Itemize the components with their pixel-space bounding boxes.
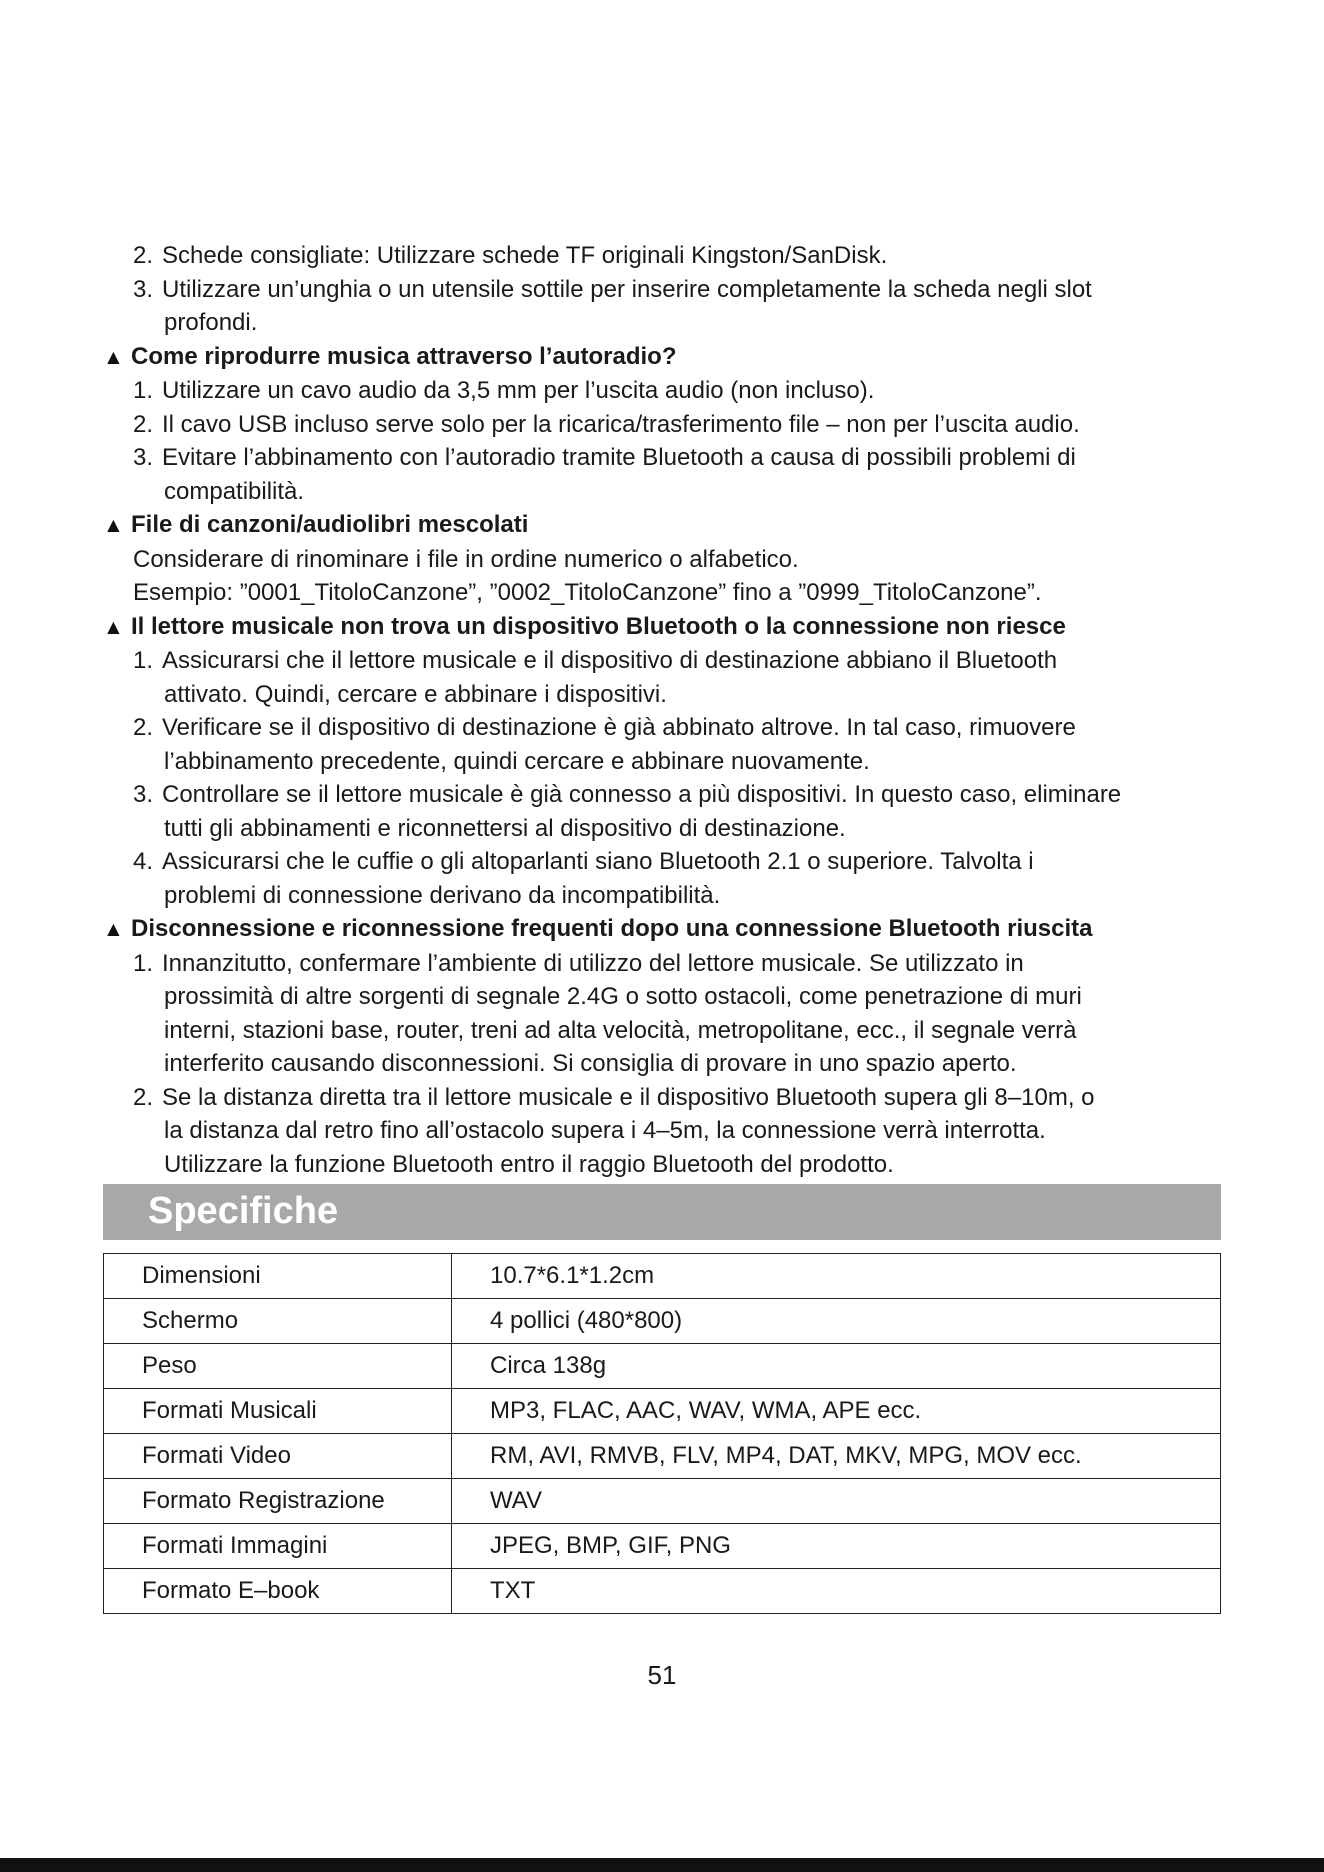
list-number: 1. (133, 377, 154, 404)
list-item (103, 273, 1233, 307)
spec-label: Formati Video (104, 1434, 452, 1479)
list-item (103, 778, 1233, 812)
section-heading-text: Disconnessione e riconnessione frequenti dopo una connessione Bluetooth riuscita (131, 915, 1093, 942)
table-row (104, 1479, 1221, 1524)
list-item-text: Assicurarsi che il lettore musicale e il dispositivo di destinazione abbiano il Bluetooth (162, 647, 1058, 674)
specs-table (103, 1253, 1221, 1614)
list-number: 2. (133, 714, 154, 741)
spec-label: Peso (104, 1344, 452, 1389)
list-number: 4. (133, 848, 154, 875)
specs-title: Specifiche (148, 1190, 339, 1232)
paragraph-line: Esempio: ”0001_TitoloCanzone”, ”0002_TitoloCanzone” fino a ”0999_TitoloCanzone”. (133, 579, 1042, 606)
bottom-rule (0, 1858, 1324, 1872)
table-row (104, 1344, 1221, 1389)
list-number: 3. (133, 444, 154, 471)
spec-label: Formati Immagini (104, 1524, 452, 1569)
list-item-text: Utilizzare un’unghia o un utensile sottile per inserire completamente la scheda negli slot (162, 275, 1092, 303)
list-item-text: Utilizzare un cavo audio da 3,5 mm per l’uscita audio (non incluso). (162, 377, 875, 404)
spec-label: Formato E–book (104, 1569, 452, 1614)
list-number: 1. (133, 647, 154, 674)
list-item-continuation: profondi. (164, 309, 258, 336)
spec-label: Formato Registrazione (104, 1479, 452, 1524)
section-heading-text: File di canzoni/audiolibri mescolati (131, 511, 529, 538)
list-item-text: Se la distanza diretta tra il lettore musicale e il dispositivo Bluetooth supera gli 8–10m, o (162, 1083, 1095, 1111)
page-number: 51 (647, 1660, 677, 1690)
list-item (103, 408, 1233, 442)
faq-content (103, 239, 1233, 1181)
list-item-continuation: attivato. Quindi, cercare e abbinare i dispositivi. (164, 680, 667, 708)
specs-banner (103, 1184, 1221, 1240)
list-item-continuation: problemi di connessione derivano da incompatibilità. (164, 881, 721, 909)
spec-label: Schermo (104, 1299, 452, 1344)
list-number: 2. (133, 410, 154, 438)
list-number: 2. (133, 1083, 154, 1111)
list-number: 3. (133, 275, 154, 303)
list-item-text: Evitare l’abbinamento con l’autoradio tramite Bluetooth a causa di possibili problemi di (162, 444, 1076, 471)
list-item (103, 947, 1233, 981)
table-row (104, 1434, 1221, 1479)
list-item-text: Verificare se il dispositivo di destinazione è già abbinato altrove. In tal caso, rimuovere (162, 714, 1076, 741)
spec-value: WAV (452, 1479, 1221, 1524)
table-row (104, 1524, 1221, 1569)
spec-value: RM, AVI, RMVB, FLV, MP4, DAT, MKV, MPG, MOV ecc. (452, 1434, 1221, 1479)
list-item-continuation: l’abbinamento precedente, quindi cercare e abbinare nuovamente. (164, 747, 870, 775)
section-heading (103, 610, 1233, 645)
triangle-icon: ▲ (103, 918, 124, 941)
section-heading (103, 912, 1233, 947)
list-item-continuation: la distanza dal retro fino all’ostacolo supera i 4–5m, la connessione verrà interrotta. (164, 1117, 1046, 1144)
section-heading (103, 508, 1233, 543)
list-item-text: Il cavo USB incluso serve solo per la ricarica/trasferimento file – non per l’uscita audio. (162, 410, 1080, 438)
spec-label: Dimensioni (104, 1254, 452, 1299)
list-item (103, 239, 1233, 273)
section-heading-text: Come riprodurre musica attraverso l’autoradio? (131, 342, 677, 370)
list-item-continuation: tutti gli abbinamenti e riconnettersi al dispositivo di destinazione. (164, 814, 846, 842)
triangle-icon: ▲ (103, 615, 124, 639)
triangle-icon: ▲ (103, 345, 124, 369)
list-item-text: Schede consigliate: Utilizzare schede TF originali Kingston/SanDisk. (162, 242, 888, 269)
list-item (103, 441, 1233, 475)
spec-value: JPEG, BMP, GIF, PNG (452, 1524, 1221, 1569)
list-item (103, 644, 1233, 678)
table-row (104, 1299, 1221, 1344)
spec-value: 10.7*6.1*1.2cm (452, 1254, 1221, 1299)
table-row (104, 1389, 1221, 1434)
list-item-continuation: prossimità di altre sorgenti di segnale 2.4G o sotto ostacoli, come penetrazione di muri (164, 983, 1082, 1010)
spec-value: Circa 138g (452, 1344, 1221, 1389)
list-number: 3. (133, 781, 154, 808)
list-item-text: Assicurarsi che le cuffie o gli altoparlanti siano Bluetooth 2.1 o superiore. Talvolta i (162, 848, 1034, 875)
spec-label: Formati Musicali (104, 1389, 452, 1434)
list-item-text: Innanzitutto, confermare l’ambiente di utilizzo del lettore musicale. Se utilizzato in (162, 949, 1024, 977)
paragraph-line: Considerare di rinominare i file in ordine numerico o alfabetico. (133, 545, 799, 573)
list-item (103, 711, 1233, 745)
table-row (104, 1569, 1221, 1614)
list-item (103, 374, 1233, 408)
list-item-text: Controllare se il lettore musicale è già connesso a più dispositivi. In questo caso, eliminare (162, 781, 1122, 808)
table-row (104, 1254, 1221, 1299)
spec-value: TXT (452, 1569, 1221, 1614)
triangle-icon: ▲ (103, 514, 124, 537)
list-item-continuation: compatibilità. (164, 477, 305, 505)
list-item-continuation: interni, stazioni base, router, treni ad alta velocità, metropolitane, ecc., il segnale verrà (164, 1016, 1077, 1044)
list-item (103, 1081, 1233, 1115)
list-item-continuation: Utilizzare la funzione Bluetooth entro il raggio Bluetooth del prodotto. (164, 1150, 894, 1178)
list-number: 2. (133, 242, 154, 269)
spec-value: 4 pollici (480*800) (452, 1299, 1221, 1344)
list-number: 1. (133, 949, 154, 977)
list-item (103, 845, 1233, 879)
spec-value: MP3, FLAC, AAC, WAV, WMA, APE ecc. (452, 1389, 1221, 1434)
list-item-continuation: interferito causando disconnessioni. Si consiglia di provare in uno spazio aperto. (164, 1050, 1017, 1077)
section-heading-text: Il lettore musicale non trova un dispositivo Bluetooth o la connessione non riesce (131, 612, 1066, 640)
section-heading (103, 340, 1233, 375)
